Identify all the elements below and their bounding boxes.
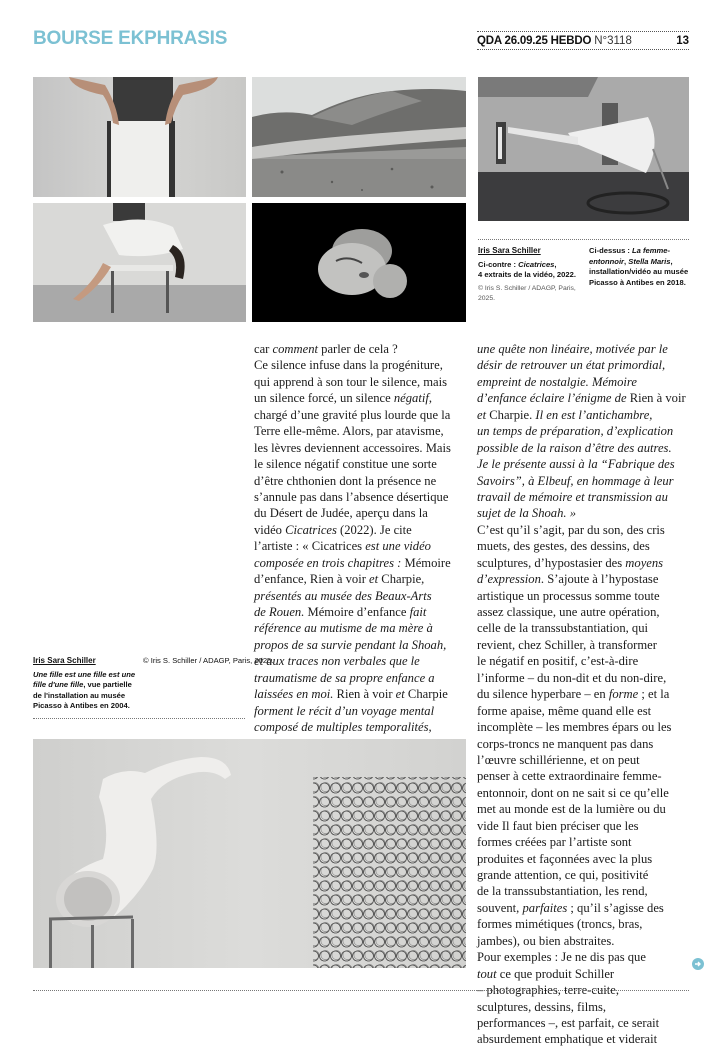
article-line	[477, 473, 692, 489]
caption-punct: ,	[554, 259, 557, 269]
article-text: l’œuvre schillérienne, et on peut	[477, 752, 640, 767]
article-line	[254, 505, 469, 521]
article-text: incomplète – les membres épars ou les	[477, 720, 672, 735]
article-text-italic: une quête non linéaire, motivée par le	[477, 342, 668, 356]
article-line	[477, 423, 692, 439]
publication-name: QDA 26.09.25 HEBDO	[477, 34, 592, 47]
caption-description-2: de l'installation au musée	[33, 690, 126, 700]
article-text-italic: tout	[477, 966, 497, 981]
article-text: muets, des gestes, des dessins, des	[477, 539, 650, 554]
article-text-italic: laissées en moi.	[254, 687, 334, 702]
article-line	[254, 489, 469, 505]
article-text: grande attention, ce qui, positivité	[477, 868, 649, 882]
article-text: corps-troncs ne manquent pas dans	[477, 736, 654, 751]
article-line	[477, 357, 692, 373]
article-text: l’artiste : « Cicatrices	[254, 539, 366, 554]
article-text-italic: Il en est l’antichambre,	[535, 407, 653, 422]
article-text-italic: et	[395, 687, 405, 702]
image-cicatrices-still-2-desert	[252, 77, 466, 197]
section-title: BOURSE EKPHRASIS	[33, 28, 228, 49]
article-line	[477, 834, 692, 850]
article-text: forme apaise, même quand elle est	[477, 703, 652, 718]
article-text: performances –, est parfait, ce serait	[477, 1015, 660, 1030]
article-line	[477, 933, 692, 949]
article-line	[254, 637, 469, 653]
caption-credit: © Iris S. Schiller / ADAGP, Paris, 2025.	[478, 284, 576, 302]
article-line	[477, 522, 692, 538]
caption-work-title: Cicatrices	[518, 259, 555, 269]
article-text: celle de la transsubstantiation, qui	[477, 621, 649, 636]
article-text-italic: forme	[608, 687, 639, 702]
article-line	[477, 1015, 692, 1031]
article-text: entonnoir, dont on ne sait si ce qu’elle	[477, 785, 669, 800]
article-text: Rien à voir	[333, 687, 396, 702]
article-line	[254, 686, 469, 702]
article-line	[254, 670, 469, 686]
article-text-italic: négatif	[393, 391, 429, 406]
article-line	[477, 966, 692, 982]
article-text: Charpie.	[486, 407, 536, 422]
article-line	[477, 588, 692, 604]
article-text: Rien à voir	[626, 391, 686, 406]
caption-femme-entonnoir	[589, 246, 694, 288]
article-text: jambes), ou bien abstraites.	[477, 933, 615, 948]
page-number: 13	[676, 34, 689, 47]
article-text: souvent,	[477, 900, 523, 915]
article-line	[477, 571, 692, 587]
article-line	[254, 653, 469, 669]
article-text-italic: Cicatrices	[285, 522, 337, 537]
article-text-italic: composée en trois chapitres :	[254, 555, 402, 570]
article-text-italic: présentés au musée des Beaux-Arts	[254, 588, 432, 603]
article-text-italic: parfaites	[522, 900, 568, 915]
article-line	[254, 407, 469, 423]
article-line	[477, 1031, 692, 1047]
article-text: absurdement emphatique et viderait	[477, 1032, 658, 1047]
article-text: Mémoire d’enfance	[304, 605, 410, 619]
caption-prefix: Ci-contre :	[478, 259, 519, 269]
article-line	[477, 801, 692, 817]
article-text: revient, chez Schiller, à transformer	[477, 637, 657, 652]
article-text: met au monde est de la lumière ou du	[477, 802, 666, 817]
article-text: assez classique, une autre opération,	[477, 605, 660, 619]
article-text-italic: sujet de la Shoah. »	[477, 506, 576, 521]
image-cicatrices-still-4-faces	[252, 203, 466, 322]
caption-punct: ,	[670, 256, 673, 266]
article-text: les lèvres deviennent accessoires. Mais	[254, 440, 451, 455]
article-text: le silence négatif constitue une sorte	[254, 457, 437, 472]
article-line	[477, 604, 692, 620]
article-text-italic: moyens	[625, 555, 664, 570]
article-text: Charpie	[404, 687, 448, 702]
article-line	[254, 440, 469, 456]
article-line	[254, 522, 469, 538]
caption-artist-name: Iris Sara Schiller	[478, 246, 541, 255]
article-text: vidéo	[254, 522, 286, 537]
article-text-italic: d’expression	[477, 572, 541, 587]
caption-work-title-1: La femme-	[632, 246, 671, 255]
article-line	[477, 374, 692, 390]
article-text: car	[254, 342, 273, 356]
article-text: sculptures, d’hypostasier des	[477, 555, 626, 570]
issue-number: N°3118	[594, 34, 632, 47]
article-line	[477, 390, 692, 406]
article-text: C’est qu’il s’agit, par du son, des cris	[477, 522, 665, 537]
article-text-italic: Savoirs”, à Elbeuf, en hommage à leur	[477, 473, 674, 488]
article-line	[477, 752, 692, 768]
article-line	[477, 916, 692, 932]
article-text: le négatif en positif, c’est-à-dire	[477, 654, 639, 669]
article-line	[477, 851, 692, 867]
article-text: (2022). Je cite	[336, 522, 412, 537]
article-line	[254, 456, 469, 472]
article-line	[477, 719, 692, 735]
article-line	[254, 374, 469, 390]
article-line	[477, 637, 692, 653]
article-line	[254, 620, 469, 636]
article-column-2	[477, 341, 692, 1048]
article-line	[477, 489, 692, 505]
article-line	[254, 473, 469, 489]
article-text: s’annule pas dans l’absence désertique	[254, 489, 449, 504]
image-une-fille-installation	[33, 739, 466, 968]
caption-credit-bottom: © Iris S. Schiller / ADAGP, Paris, 2025.	[143, 656, 274, 665]
article-line	[477, 949, 692, 965]
caption-prefix: Ci-dessus :	[589, 246, 633, 255]
article-line	[477, 456, 692, 472]
article-line	[254, 538, 469, 554]
article-text: Mémoire	[401, 555, 451, 570]
article-line	[477, 785, 692, 801]
article-line	[254, 555, 469, 571]
caption-sep: ,	[624, 256, 629, 266]
article-line	[477, 686, 692, 702]
footer-divider	[33, 990, 689, 991]
article-text: d’être chthonien dont la présence ne	[254, 473, 437, 488]
article-line	[477, 867, 692, 883]
article-line	[254, 571, 469, 587]
article-text: sculptures, dessins, films,	[477, 999, 607, 1014]
caption-description: 4 extraits de la vidéo, 2022.	[478, 270, 576, 279]
caption-divider-bottom	[33, 718, 245, 719]
article-text: produites et façonnées avec la plus	[477, 851, 653, 866]
article-text-italic: comment	[272, 342, 318, 356]
article-line	[254, 588, 469, 604]
article-text-italic: est une vidéo	[365, 539, 431, 554]
caption-cicatrices	[478, 246, 588, 305]
article-line	[477, 653, 692, 669]
article-text-italic: possible de la raison d’être des autres.	[477, 440, 672, 455]
article-line	[477, 538, 692, 554]
article-line	[254, 357, 469, 373]
issue-bar	[477, 31, 689, 50]
caption-work-title-2: entonnoir	[589, 256, 625, 266]
article-text: ; qu’il s’agisse des	[567, 900, 664, 915]
article-text: Charpie,	[378, 572, 425, 587]
article-text-italic: composé de multiples temporalités,	[254, 720, 432, 735]
article-line	[254, 423, 469, 439]
article-text-italic: forment le récit d’un voyage mental	[254, 703, 435, 718]
article-text-italic: empreint de nostalgie. Mémoire	[477, 374, 637, 389]
article-line	[477, 768, 692, 784]
article-line	[477, 999, 692, 1015]
article-column-1	[254, 341, 469, 768]
article-text-italic: et	[369, 572, 379, 587]
article-text: Ce silence infuse dans la progéniture,	[254, 358, 443, 373]
image-cicatrices-still-1	[33, 77, 246, 197]
article-line	[477, 900, 692, 916]
article-text: artistique un processus somme toute	[477, 588, 660, 603]
article-text: parler de cela ?	[318, 342, 398, 356]
article-text: . S’ajoute à l’hypostase	[540, 572, 659, 587]
article-text-italic: Je le présente aussi à la “Fabrique des	[477, 457, 675, 472]
article-text-italic: propos de sa survie pendant la Shoah,	[254, 637, 447, 652]
article-text: Terre elle-même. Alors, par atavisme,	[254, 424, 444, 439]
article-line	[477, 440, 692, 456]
article-text-italic: travail de mémoire et transmission au	[477, 489, 668, 504]
article-text: ,	[428, 391, 433, 406]
article-line	[477, 620, 692, 636]
article-text: du Désert de Judée, aperçu dans la	[254, 506, 428, 521]
article-text: un silence forcé, un silence	[254, 391, 394, 406]
article-line	[254, 604, 469, 620]
article-text: formes créées par l’artiste sont	[477, 835, 632, 850]
article-text: ce que produit Schiller	[496, 966, 615, 981]
article-text: – photographies, terre-cuite,	[477, 983, 619, 998]
article-text-italic: et aux traces non verbales que le	[254, 654, 420, 669]
article-line	[254, 341, 469, 357]
article-text: l’informe – du non-dit et du non-dire,	[477, 670, 667, 685]
caption-description-1: installation/vidéo au musée	[589, 267, 689, 276]
article-line	[254, 703, 469, 719]
caption-description-2: Picasso à Antibes en 2018.	[589, 277, 686, 287]
article-text: chargé d’une gravité plus lourde que la	[254, 407, 451, 422]
article-text: penser à cette extraordinaire femme-	[477, 769, 662, 784]
caption-work-title-3: Stella Maris	[628, 256, 671, 266]
caption-description-3: Picasso à Antibes en 2004.	[33, 701, 130, 710]
caption-divider-top	[478, 239, 689, 240]
article-line	[477, 818, 692, 834]
article-text: qui apprend à son tour le silence, mais	[254, 374, 448, 389]
article-text: formes mimétiques (troncs, bras,	[477, 917, 643, 932]
publication-info	[477, 35, 632, 47]
article-text: vide Il faut bien préciser que les	[477, 818, 639, 833]
article-text: du silence hyperbare – en	[477, 687, 609, 702]
caption-artist-name: Iris Sara Schiller	[33, 656, 96, 665]
article-line	[254, 719, 469, 735]
article-text-italic: et	[477, 407, 487, 422]
article-line	[477, 670, 692, 686]
article-text-italic: de Rouen.	[254, 605, 305, 619]
article-line	[477, 883, 692, 899]
image-femme-entonnoir	[478, 77, 689, 221]
article-text-italic: fait	[409, 605, 427, 619]
caption-une-fille	[33, 656, 143, 712]
caption-work-title-1: Une fille est une fille est une	[33, 669, 136, 679]
article-text: d’enfance, Rien à voir	[254, 572, 370, 587]
article-line	[477, 341, 692, 357]
article-line	[477, 736, 692, 752]
article-line	[477, 505, 692, 521]
article-text-italic: traumatisme de sa propre enfance a	[254, 670, 435, 685]
article-text: de la transsubstantiation, les rend,	[477, 884, 648, 899]
caption-description-1: , vue partielle	[83, 680, 132, 689]
caption-work-title-2: fille d'une fille	[33, 680, 84, 689]
article-text: ; et la	[638, 687, 670, 702]
article-text-italic: désir de retrouver un état primordial,	[477, 358, 666, 373]
article-line	[254, 390, 469, 406]
article-text-italic: d’enfance éclaire l’énigme de	[477, 391, 627, 406]
article-text-italic: un temps de préparation, d’explication	[477, 424, 674, 439]
image-cicatrices-still-3	[33, 203, 246, 322]
continue-arrow-icon[interactable]	[692, 958, 704, 970]
article-text-italic: référence au mutisme de ma mère à	[254, 621, 433, 636]
article-text: Pour exemples : Je ne dis pas que	[477, 950, 646, 965]
article-line	[477, 555, 692, 571]
article-line	[477, 407, 692, 423]
article-line	[477, 703, 692, 719]
